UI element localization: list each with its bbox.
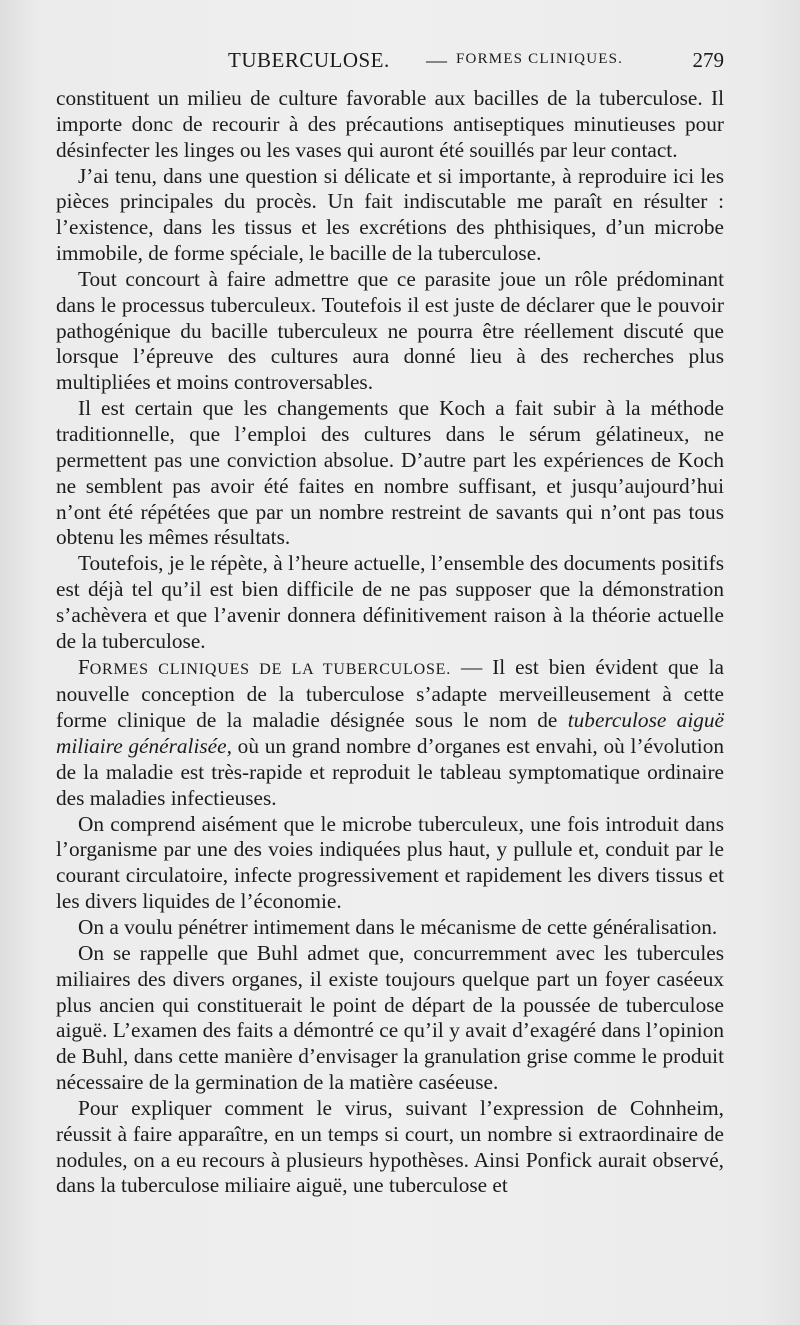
section-heading: ORMES CLINIQUES DE LA TUBERCULOSE.	[89, 660, 452, 678]
paragraph: J’ai tenu, dans une question si délicate et si importante, à reproduire ici les pièces principales du procès. Un fait indiscutable me paraît en résulter : l’existence, dans les tissus et les excrétions des phthisiques, d’un microbe immobile, de forme spéciale, le bacille de la tuberculose.	[56, 163, 724, 266]
italic-term: tuberculose aiguë miliaire généralisée,	[56, 708, 724, 759]
paragraph: On se rappelle que Buhl admet que, concurremment avec les tubercules miliaires des divers organes, il existe toujours quelque part un foyer caséeux plus ancien qui constituerait le point de départ de la poussée de tuberculose aiguë. L’examen des faits a démontré ce qu’il y avait d’exagéré dans l’opinion de Buhl, dans cette manière d’envisager la granulation grise comme le produit nécessaire de la germination de la matière caséeuse.	[56, 940, 724, 1095]
paragraph: Il est certain que les changements que Koch a fait subir à la méthode traditionnelle, que l’emploi des cultures dans le sérum gélatineux, ne permettent pas une conviction absolue. D’autre part les expériences de Koch ne semblent pas avoir été faites en nombre suffisant, et jusqu’aujourd’hui n’ont été répétées que par un nombre restreint de savants qui n’ont pas tous obtenu les mêmes résultats.	[56, 396, 724, 550]
page-number: 279	[692, 48, 724, 72]
paragraph: Pour expliquer comment le virus, suivant l’expression de Cohnheim, réussit à faire apparaître, en un temps si court, un nombre si extraordinaire de nodules, on a eu recours à plusieurs hypothèses. Ainsi Ponfick aurait observé, dans la tuberculose miliaire aiguë, une tuberculose et	[56, 1095, 724, 1198]
section-paragraph	[56, 655, 724, 812]
running-title: TUBERCULOSE.	[228, 48, 390, 72]
paragraph: On comprend aisément que le microbe tuberculeux, une fois introduit dans l’organisme par une des voies indiquées plus haut, y pullule et, conduit par le courant circulatoire, infecte progressivement et rapidement les divers tissus et les divers liquides de l’économie.	[56, 811, 724, 914]
paragraph: Toutefois, je le répète, à l’heure actuelle, l’ensemble des documents positifs est déjà tel qu’il est bien difficile de ne pas supposer que la démonstration s’achèvera et que l’avenir donnera définitivement raison à la théorie actuelle de la tuberculose.	[56, 551, 724, 653]
section-heading-dash: —	[451, 654, 493, 679]
running-header	[56, 48, 724, 78]
paragraph-continued: constituent un milieu de culture favorable aux bacilles de la tuberculose. Il importe donc de recourir à des précautions antiseptiques minutieuses pour désinfecter les linges ou les vases qui auront été souillés par leur contact.	[56, 86, 724, 162]
running-subtitle: FORMES CLINIQUES.	[456, 51, 624, 67]
header-separator: —	[426, 48, 447, 72]
paragraph: Tout concourt à faire admettre que ce parasite joue un rôle prédominant dans le processus tuberculeux. Toutefois il est juste de déclarer que le pouvoir pathogénique du bacille tuberculeux ne pourra être réellement discuté que lorsque l’épreuve des cultures aura donné lieu à des recherches plus multipliées et moins controversables.	[56, 266, 724, 395]
body-text	[56, 86, 724, 1199]
section-text: où un grand nombre d’organes est envahi, où l’évolution de la maladie est très-rapide et reproduit le tableau symptomatique ordinaire des maladies infectieuses.	[56, 734, 724, 810]
section-text: Il est bien évident que la nouvelle conception de la tuberculose s’adapte merveilleusement à cette forme clinique de la maladie désignée sous le nom de	[56, 654, 725, 733]
paragraph: On a voulu pénétrer intimement dans le mécanisme de cette généralisation.	[78, 915, 718, 939]
section-heading-initial: F	[78, 654, 90, 679]
